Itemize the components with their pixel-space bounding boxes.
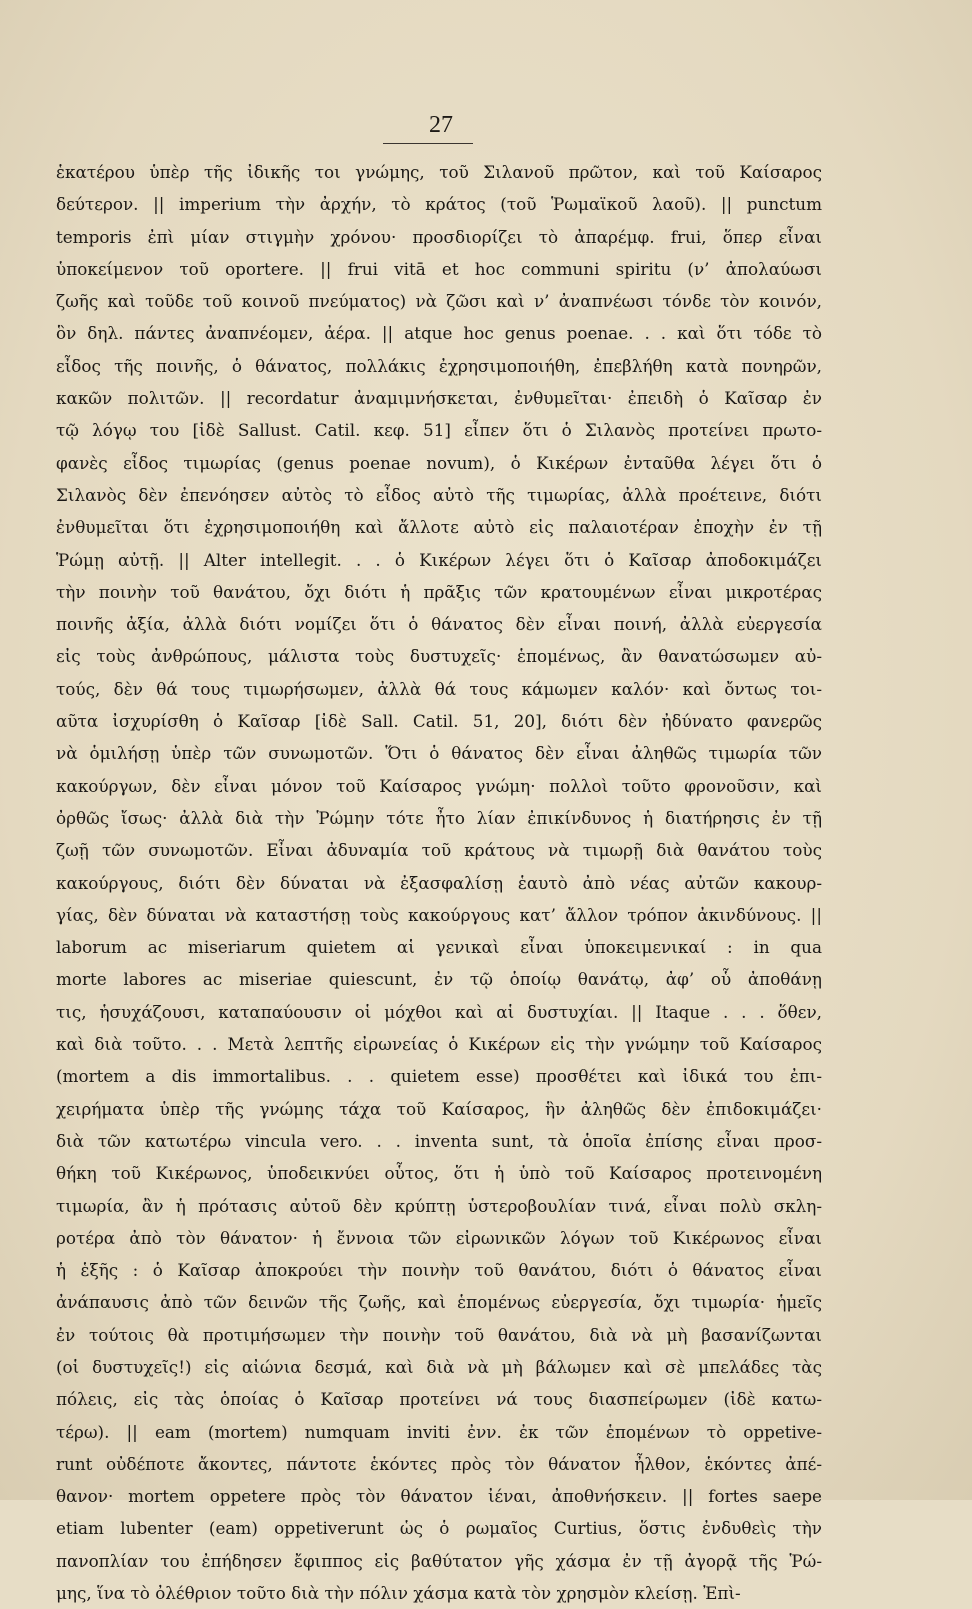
text-line: εἶδος τῆς ποινῆς, ὁ θάνατος, πολλάκις ἐχρησιμοποιήθη, ἐπεβλήθη κατὰ πονηρῶν, <box>56 355 822 376</box>
text-line: runt οὐδέποτε ἄκοντες, πάντοτε ἑκόντες πρὸς τὸν θάνατον ἦλθον, ἑκόντες ἀπέ- <box>56 1453 822 1474</box>
text-line: morte labores ac miseriae quiescunt, ἐν τῷ ὁποίῳ θανάτῳ, ἀφ’ οὗ ἀποθάνῃ <box>56 969 822 990</box>
text-line: ὑποκείμενον τοῦ oportere. || frui vitā et hoc communi spiritu (ν’ ἀπολαύωσι <box>56 258 822 279</box>
text-line: ποινῆς ἀξία, ἀλλὰ διότι νομίζει ὅτι ὁ θάνατος δὲν εἶναι ποινή, ἀλλὰ εὐεργεσία <box>56 614 822 635</box>
text-line: πανοπλίαν του ἐπήδησεν ἔφιππος εἰς βαθύτατον γῆς χάσμα ἐν τῇ ἀγορᾷ τῆς Ῥώ- <box>56 1550 822 1571</box>
text-line: θήκη τοῦ Κικέρωνος, ὑποδεικνύει οὗτος, ὅτι ἡ ὑπὸ τοῦ Καίσαρος προτεινομένη <box>56 1163 822 1184</box>
text-line: τὴν ποινὴν τοῦ θανάτου, ὄχι διότι ἡ πρᾶξις τῶν κρατουμένων εἶναι μικροτέρας <box>56 581 822 602</box>
text-line: ἐνθυμεῖται ὅτι ἐχρησιμοποιήθη καὶ ἄλλοτε αὐτὸ εἰς παλαιοτέραν ἐποχὴν ἐν τῇ <box>56 517 822 538</box>
text-line: (mortem a dis immortalibus. . . quietem esse) προσθέτει καὶ ἰδικά του ἐπι- <box>56 1066 822 1087</box>
text-line: καὶ διὰ τοῦτο. . . Μετὰ λεπτῆς εἰρωνείας ὁ Κικέρων εἰς τὴν γνώμην τοῦ Καίσαρος <box>56 1034 822 1055</box>
text-line: τις, ἡσυχάζουσι, καταπαύουσιν οἱ μόχθοι καὶ αἱ δυστυχίαι. || Itaque . . . ὅθεν, <box>56 1001 822 1022</box>
text-line: ζωῇ τῶν συνωμοτῶν. Εἶναι ἀδυναμία τοῦ κράτους νὰ τιμωρῇ διὰ θανάτου τοὺς <box>56 840 822 861</box>
text-line: temporis ἐπὶ μίαν στιγμὴν χρόνου· προσδιορίζει τὸ ἀπαρέμφ. frui, ὅπερ εἶναι <box>56 226 822 247</box>
text-line: ὀρθῶς ἴσως· ἀλλὰ διὰ τὴν Ῥώμην τότε ἦτο λίαν ἐπικίνδυνος ἡ διατήρησις ἐν τῇ <box>56 807 822 828</box>
text-line: Σιλανὸς δὲν ἐπενόησεν αὐτὸς τὸ εἶδος αὐτὸ τῆς τιμωρίας, ἀλλὰ προέτεινε, διότι <box>56 484 822 505</box>
text-line: κακούργων, δὲν εἶναι μόνον τοῦ Καίσαρος γνώμη· πολλοὶ τοῦτο φρονοῦσιν, καὶ <box>56 775 822 796</box>
text-line: πόλεις, εἰς τὰς ὁποίας ὁ Καῖσαρ προτείνει νά τους διασπείρωμεν (ἰδὲ κατω- <box>56 1389 822 1410</box>
text-line: κακῶν πολιτῶν. || recordatur ἀναμιμνήσκεται, ἐνθυμεῖται· ἐπειδὴ ὁ Καῖσαρ ἐν <box>56 388 822 409</box>
text-line: αῦτα ἰσχυρίσθη ὁ Καῖσαρ [ἰδὲ Sall. Catil. 51, 20], διότι δὲν ἠδύνατο φανερῶς <box>56 711 822 732</box>
text-line: ἐν τούτοις θὰ προτιμήσωμεν τὴν ποινὴν τοῦ θανάτου, διὰ νὰ μὴ βασανίζωνται <box>56 1324 822 1345</box>
text-line: (οἱ δυστυχεῖς!) εἰς αἰώνια δεσμά, καὶ διὰ νὰ μὴ βάλωμεν καὶ σὲ μπελάδες τὰς <box>56 1356 822 1377</box>
text-line: μης, ἵνα τὸ ὀλέθριον τοῦτο διὰ τὴν πόλιν χάσμα κατὰ τὸν χρησμὸν κλείσῃ. Ἐπὶ- <box>56 1583 741 1604</box>
commentary-text <box>56 156 822 1609</box>
text-line: τέρω). || eam (mortem) numquam inviti ἐνν. ἐκ τῶν ἑπομένων τὸ oppetive- <box>56 1421 822 1442</box>
text-line: τῷ λόγῳ του [ἰδὲ Sallust. Catil. κεφ. 51] εἶπεν ὅτι ὁ Σιλανὸς προτείνει πρωτο- <box>56 420 822 441</box>
text-line: νὰ ὁμιλήσῃ ὑπὲρ τῶν συνωμοτῶν. Ὅτι ὁ θάνατος δὲν εἶναι ἀληθῶς τιμωρία τῶν <box>56 743 822 764</box>
text-line: ἡ ἑξῆς : ὁ Καῖσαρ ἀποκρούει τὴν ποινὴν τοῦ θανάτου, διότι ὁ θάνατος εἶναι <box>56 1260 822 1281</box>
text-line: ζωῆς καὶ τοῦδε τοῦ κοινοῦ πνεύματος) νὰ ζῶσι καὶ ν’ ἀναπνέωσι τόνδε τὸν κοινόν, <box>56 291 822 312</box>
page-number: 27 <box>429 112 453 138</box>
text-line: γίας, δὲν δύναται νὰ καταστήσῃ τοὺς κακούργους κατ’ ἄλλον τρόπον ἀκινδύνους. || <box>56 904 822 925</box>
text-line: ἑκατέρου ὑπὲρ τῆς ἰδικῆς τοι γνώμης, τοῦ Σιλανοῦ πρῶτον, καὶ τοῦ Καίσαρος <box>56 162 822 182</box>
text-line: etiam lubenter (eam) oppetiverunt ὡς ὁ ρωμαῖος Curtius, ὅστις ἐνδυθεὶς τὴν <box>56 1518 822 1539</box>
text-line: ὃν δηλ. πάντες ἀναπνέομεν, ἀέρα. || atque hoc genus poenae. . . καὶ ὅτι τόδε τὸ <box>56 323 822 344</box>
text-line: χειρήματα ὑπὲρ τῆς γνώμης τάχα τοῦ Καίσαρος, ἣν ἀληθῶς δὲν ἐπιδοκιμάζει· <box>56 1098 822 1119</box>
page-number-rule <box>383 143 473 144</box>
text-line: Ῥώμῃ αὐτῇ. || Alter intellegit. . . ὁ Κικέρων λέγει ὅτι ὁ Καῖσαρ ἀποδοκιμάζει <box>56 549 822 570</box>
text-line: laborum ac miseriarum quietem αἱ γενικαὶ εἶναι ὑποκειμενικαί : in qua <box>56 937 822 958</box>
text-line: δεύτερον. || imperium τὴν ἀρχήν, τὸ κράτος (τοῦ Ῥωμαϊκοῦ λαοῦ). || punctum <box>56 194 822 215</box>
text-line: κακούργους, διότι δὲν δύναται νὰ ἐξασφαλίσῃ ἑαυτὸ ἀπὸ νέας αὐτῶν κακουρ- <box>56 872 822 893</box>
text-line: τιμωρία, ἂν ἡ πρότασις αὐτοῦ δὲν κρύπτῃ ὑστεροβουλίαν τινά, εἶναι πολὺ σκλη- <box>56 1195 822 1216</box>
text-line: φανὲς εἶδος τιμωρίας (genus poenae novum), ὁ Κικέρων ἐνταῦθα λέγει ὅτι ὁ <box>56 452 822 473</box>
text-line: ἀνάπαυσις ἀπὸ τῶν δεινῶν τῆς ζωῆς, καὶ ἑπομένως εὐεργεσία, ὄχι τιμωρία· ἡμεῖς <box>56 1292 822 1313</box>
text-line: τούς, δὲν θά τους τιμωρήσωμεν, ἀλλὰ θά τους κάμωμεν καλόν· καὶ ὄντως τοι- <box>56 678 822 699</box>
text-line: ροτέρα ἀπὸ τὸν θάνατον· ἡ ἔννοια τῶν εἰρωνικῶν λόγων τοῦ Κικέρωνος εἶναι <box>56 1227 822 1248</box>
text-line: διὰ τῶν κατωτέρω vincula vero. . . inventa sunt, τὰ ὁποῖα ἐπίσης εἶναι προσ- <box>56 1130 822 1151</box>
text-line: εἰς τοὺς ἀνθρώπους, μάλιστα τοὺς δυστυχεῖς· ἑπομένως, ἂν θανατώσωμεν αὐ- <box>56 646 822 667</box>
text-line: θανον· mortem oppetere πρὸς τὸν θάνατον ἰέναι, ἀποθνήσκειν. || fortes saepe <box>56 1486 822 1507</box>
